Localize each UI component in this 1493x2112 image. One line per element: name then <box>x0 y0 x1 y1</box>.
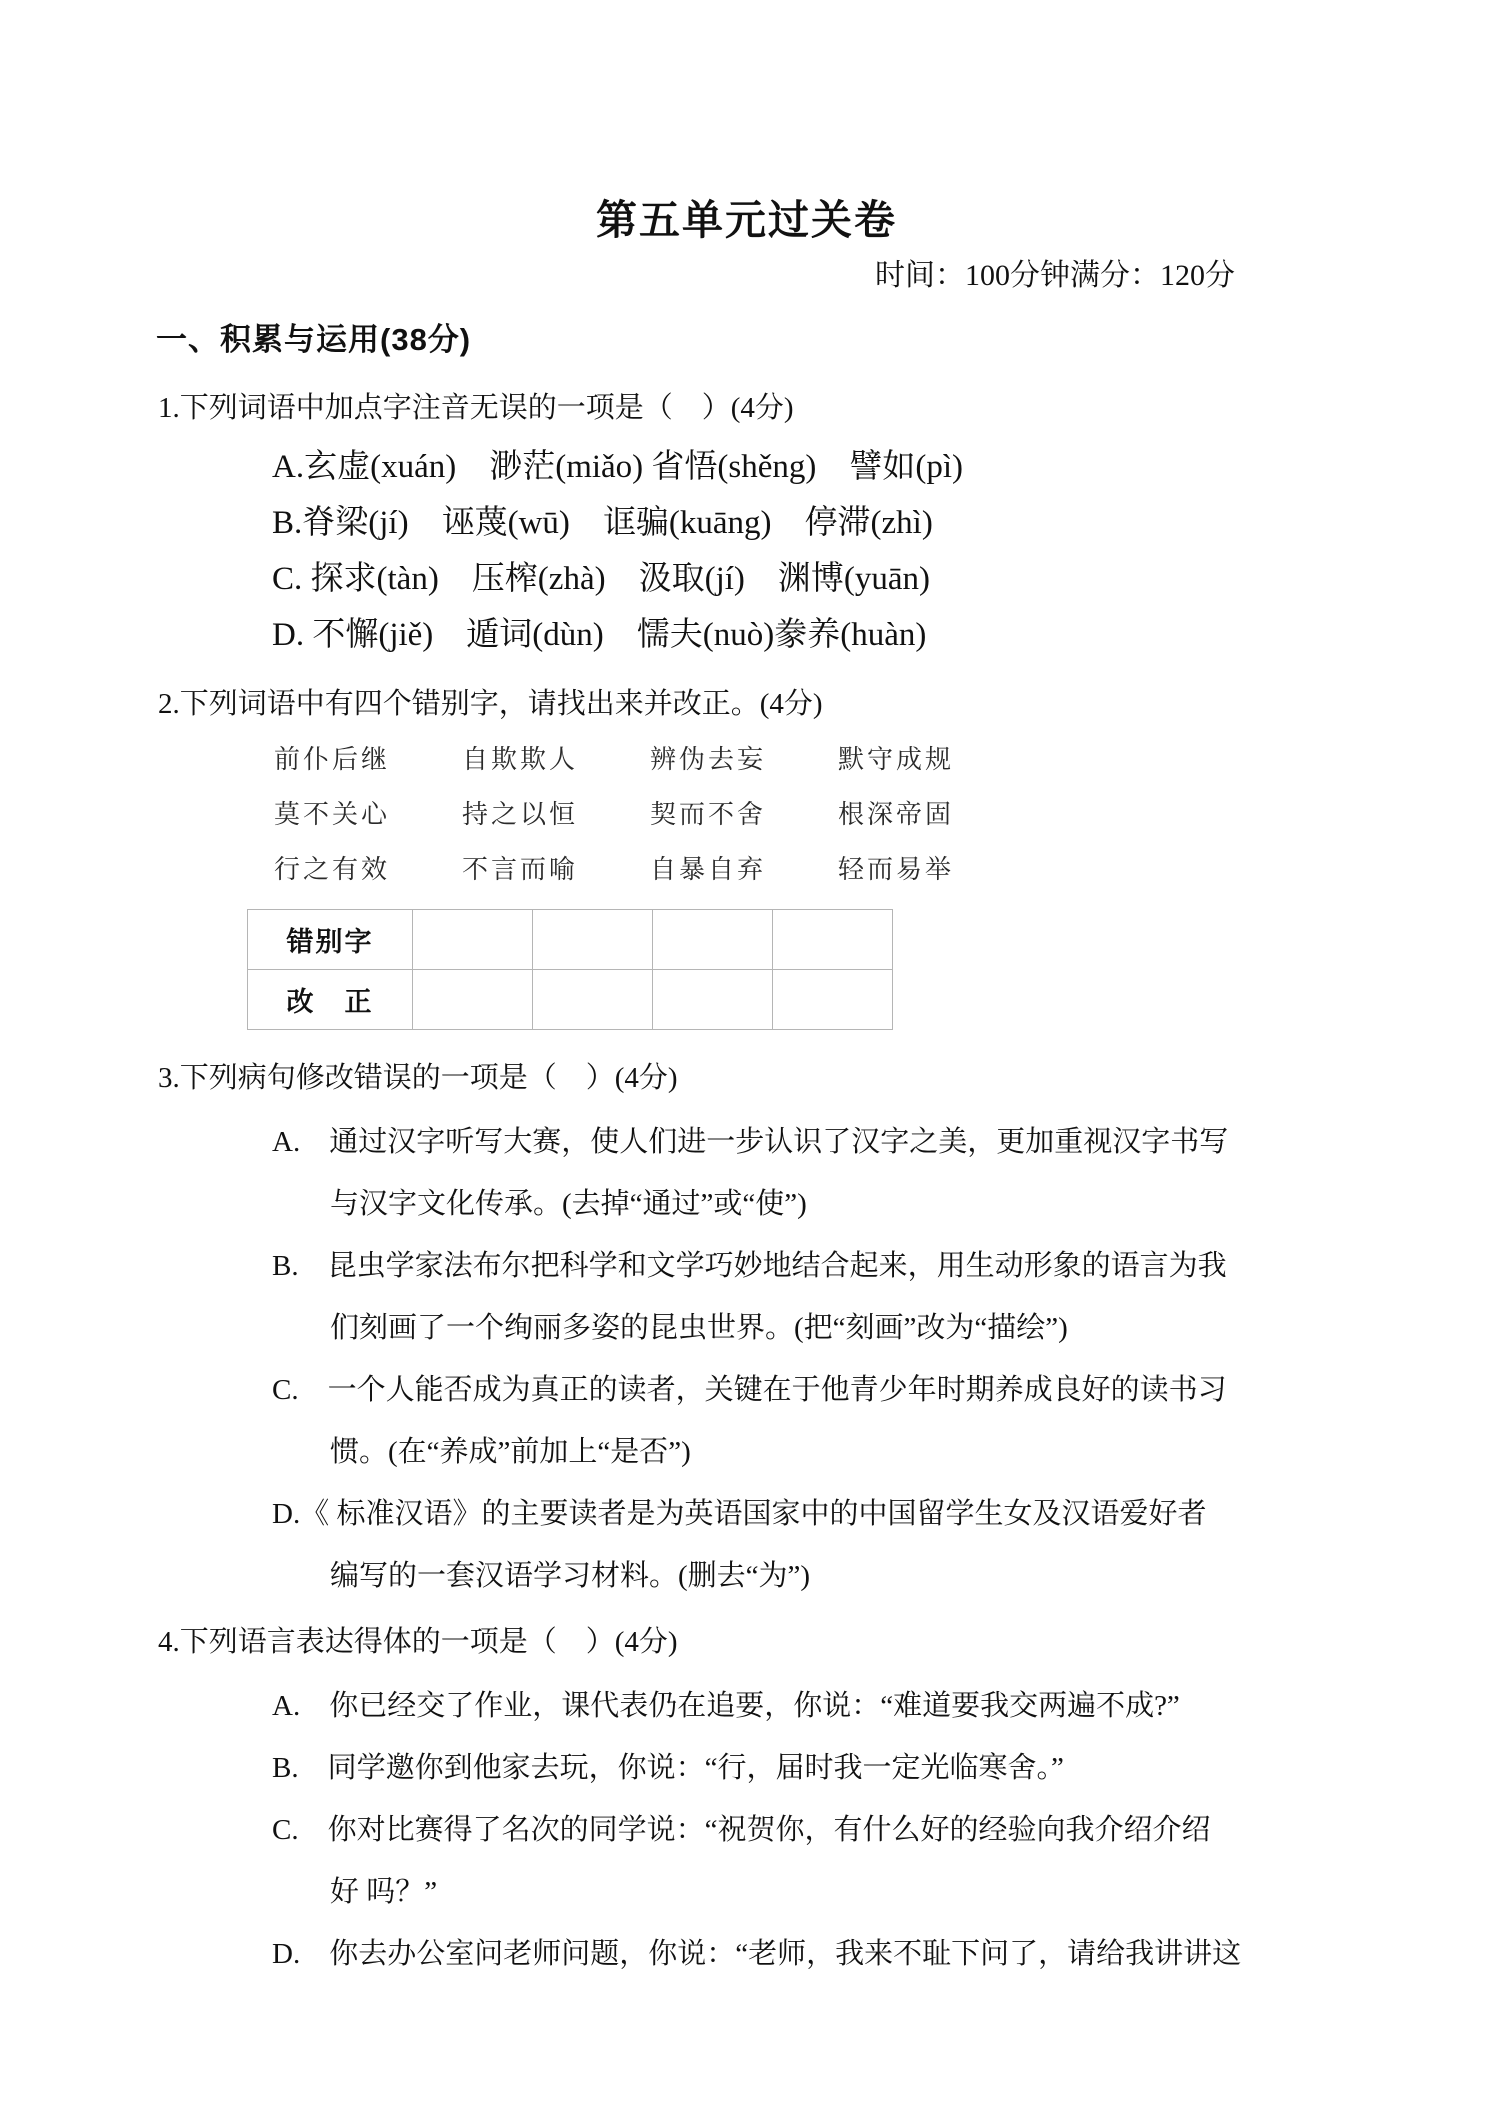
question-2-stem: 2.下列词语中有四个错别字，请找出来并改正。(4分) <box>158 688 823 720</box>
word-item: 自欺欺人 <box>462 745 579 774</box>
q4-option-c-line1: C. 你对比赛得了名次的同学说：“祝贺你，有什么好的经验向我介绍介绍 <box>272 1814 1211 1846</box>
answer-cell <box>773 970 893 1030</box>
word-row-3 <box>274 853 1493 887</box>
word-row-1 <box>274 743 1493 777</box>
q3-option-b-line2: 们刻画了一个绚丽多姿的昆虫世界。(把“刻画”改为“描绘”) <box>330 1312 1068 1344</box>
table-row <box>248 970 893 1030</box>
page-title: 第五单元过关卷 <box>596 197 897 243</box>
q4-option-d: D. 你去办公室问老师问题，你说：“老师，我来不耻下问了，请给我讲讲这 <box>272 1938 1242 1970</box>
word-item: 轻而易举 <box>838 855 955 884</box>
word-item: 根深帝固 <box>838 800 955 829</box>
q3-option-a-line1: A. 通过汉字听写大赛，使人们进一步认识了汉字之美，更加重视汉字书写 <box>272 1126 1229 1158</box>
answer-cell <box>533 910 653 970</box>
q3-option-b-line1: B. 昆虫学家法布尔把科学和文学巧妙地结合起来，用生动形象的语言为我 <box>272 1250 1227 1282</box>
question-3-stem: 3.下列病句修改错误的一项是（ ）(4分) <box>158 1062 678 1094</box>
word-row-2 <box>274 798 1493 832</box>
q4-option-c-line2: 好 吗？” <box>330 1876 438 1908</box>
word-item: 默守成规 <box>838 745 955 774</box>
q1-option-d: D. 不懈(jiě) 遁词(dùn) 懦夫(nuò)豢养(huàn) <box>272 617 927 653</box>
word-item: 莫不关心 <box>274 800 391 829</box>
q1-option-c: C. 探求(tàn) 压榨(zhà) 汲取(jí) 渊博(yuān) <box>272 561 931 597</box>
answer-cell <box>533 970 653 1030</box>
answer-cell <box>653 910 773 970</box>
answer-cell <box>773 910 893 970</box>
q3-option-c-line1: C. 一个人能否成为真正的读者，关键在于他青少年时期养成良好的读书习 <box>272 1374 1227 1406</box>
q4-option-a: A. 你已经交了作业，课代表仍在追要，你说：“难道要我交两遍不成?” <box>272 1690 1180 1722</box>
errorchar-label-cell: 错别字 <box>248 910 413 970</box>
word-item: 自暴自弃 <box>650 855 767 884</box>
time-score-line: 时间：100分钟满分：120分 <box>875 259 1235 292</box>
q3-option-a-line2: 与汉字文化传承。(去掉“通过”或“使”) <box>330 1188 807 1220</box>
question-1-stem: 1.下列词语中加点字注音无误的一项是（ ）(4分) <box>158 392 794 424</box>
q1-option-b: B.脊梁(jí) 诬蔑(wū) 诓骗(kuāng) 停滞(zhì) <box>272 505 933 541</box>
q4-option-b: B. 同学邀你到他家去玩，你说：“行，届时我一定光临寒舍。” <box>272 1752 1064 1784</box>
word-item: 前仆后继 <box>274 745 391 774</box>
word-item: 辨伪去妄 <box>650 745 767 774</box>
question-4-stem: 4.下列语言表达得体的一项是（ ）(4分) <box>158 1626 678 1658</box>
correction-label-cell: 改 正 <box>248 970 413 1030</box>
answer-cell <box>653 970 773 1030</box>
q3-option-d-line2: 编写的一套汉语学习材料。(删去“为”) <box>330 1560 811 1592</box>
correction-table <box>247 909 893 1030</box>
answer-cell <box>413 910 533 970</box>
section-heading: 一、积累与运用(38分) <box>156 322 472 357</box>
answer-cell <box>413 970 533 1030</box>
q3-option-c-line2: 惯。(在“养成”前加上“是否”) <box>330 1436 691 1468</box>
word-item: 持之以恒 <box>462 800 579 829</box>
word-item: 行之有效 <box>274 855 391 884</box>
word-item: 契而不舍 <box>650 800 767 829</box>
table-row <box>248 910 893 970</box>
q1-option-a: A.玄虚(xuán) 渺茫(miǎo) 省悟(shěng) 譬如(pì) <box>272 449 964 485</box>
word-item: 不言而喻 <box>462 855 579 884</box>
q3-option-d-line1: D.《 标准汉语》的主要读者是为英语国家中的中国留学生女及汉语爱好者 <box>272 1498 1207 1530</box>
